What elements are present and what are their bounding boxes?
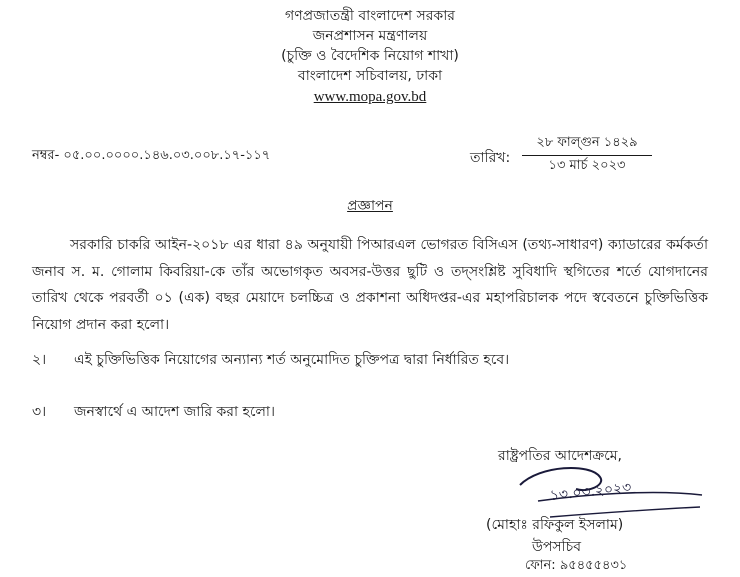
website-link[interactable]: www.mopa.gov.bd <box>313 89 427 105</box>
item-number: ২। <box>32 352 47 368</box>
item-number: ৩। <box>32 404 47 420</box>
item-text: এই চুক্তিভিত্তিক নিয়োগের অন্যান্য শর্ত অনুমোদিত চুক্তিপত্র দ্বারা নির্ধারিত হবে। <box>74 352 510 368</box>
body-paragraph: সরকারি চাকরি আইন-২০১৮ এর ধারা ৪৯ অনুযায়ী পিআরএল ভোগরত বিসিএস (তথ্য-সাধারণ) ক্যাডারের কর্মকর্তা জনাব স. ম. গোলাম কিবরিয়া-কে তাঁর অভোগকৃত অবসর-উত্তর ছুটি ও তদ্‌সংশ্লিষ্ট সুবিধাদি স্থগিতের শর্তে যোগদানের তারিখ থেকে পরবর্তী ০১ (এক) বছর মেয়াদে চলচ্চিত্র ও প্রকাশনা অধিদপ্তর-এর মহাপরিচালক পদে স্ববেতনে চুক্তিভিত্তিক নিয়োগ প্রদান করা হলো। <box>32 237 708 333</box>
list-item <box>32 348 509 372</box>
item-text: জনস্বার্থে এ আদেশ জারি করা হলো। <box>74 404 275 420</box>
order-by-president: রাষ্ট্রপতির আদেশক্রমে, <box>498 448 622 464</box>
signatory-phone: ফোন: ৯৫৪৫৫৪৩১ <box>525 558 628 573</box>
date-bangla: ২৮ ফাল্গুন ১৪২৯ <box>536 135 638 150</box>
ministry-name: জনপ্রশাসন মন্ত্রণালয় <box>312 28 428 44</box>
notice-title: প্রজ্ঞাপন <box>347 198 393 214</box>
list-item <box>32 400 275 424</box>
signatory-designation: উপসচিব <box>532 539 582 555</box>
signature-date: ১৩.০৩.২০২৩ <box>549 479 633 505</box>
date-english: ১৩ মার্চ ২০২৩ <box>548 158 626 173</box>
govt-name: গণপ্রজাতন্ত্রী বাংলাদেশ সরকার <box>285 8 455 24</box>
website-row <box>0 87 740 107</box>
memo-number: নম্বর- ০৫.০০.০০০০.১৪৬.০৩.০০৮.১৭-১১৭ <box>32 148 271 163</box>
date-label: তারিখ: <box>470 150 511 166</box>
date-block <box>522 133 652 176</box>
office-address: বাংলাদেশ সচিবালয়, ঢাকা <box>297 68 443 84</box>
signatory-name: (মোহাঃ রফিকুল ইসলাম) <box>486 517 624 533</box>
branch-name: (চুক্তি ও বৈদেশিক নিয়োগ শাখা) <box>281 48 459 64</box>
